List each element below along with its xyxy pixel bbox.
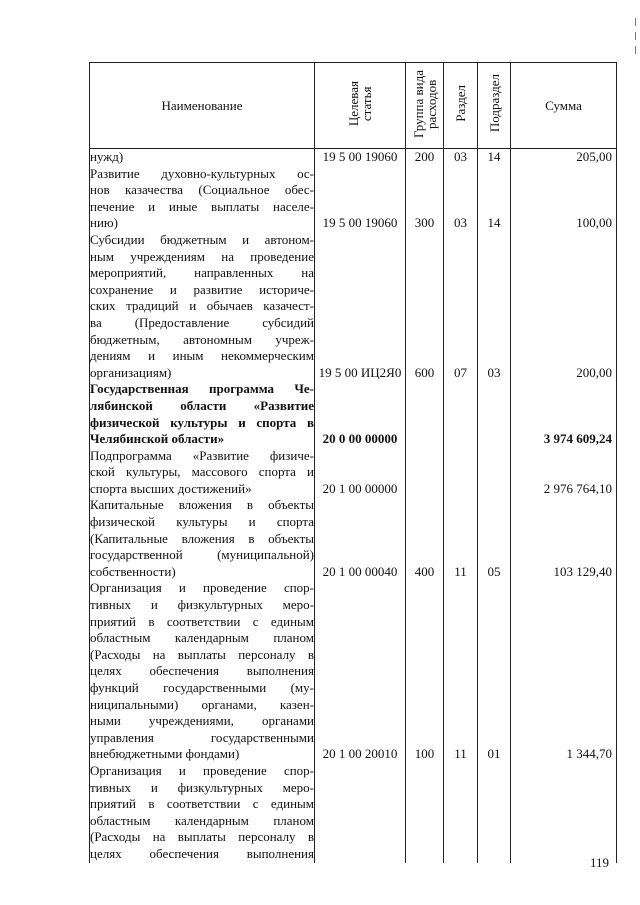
row-name-line: Развитие духовно-культурных ос- [90,165,314,181]
row-subsection: 05 [478,497,511,580]
row-name-line: Капитальные вложения в объекты [90,497,314,513]
header-sum: Сумма [511,63,617,149]
row-group: 100 [406,580,444,763]
row-section: 03 [444,149,478,166]
row-name-line: спорта высших достижений» [90,480,252,496]
header-subsection: Подраздел [478,63,511,149]
row-section: 11 [444,497,478,580]
row-section [444,448,478,498]
row-name-line: мероприятий, направленных на [90,265,314,281]
row-name-line: сохранение и развитие историче- [90,281,314,297]
row-section: 03 [444,166,478,232]
row-subsection: 01 [478,580,511,763]
row-subsection: 14 [478,149,511,166]
row-name-line: лябинской области «Развитие [90,397,314,413]
row-sum: 205,00 [511,149,617,166]
row-name-line: внебюджетными фондами) [90,746,240,762]
row-group: 600 [406,232,444,381]
row-name-line: целях обеспечения выполнения [90,845,314,861]
table-row [90,497,617,580]
row-name-line: государственной (муниципальной) [90,547,314,563]
row-section [444,763,478,863]
row-name-line: (Расходы на выплаты персоналу в [90,829,314,845]
row-name-line: ской культуры, массового спорта и [90,464,314,480]
row-sum: 2 976 764,10 [511,448,617,498]
table-row [90,580,617,763]
row-name [90,580,315,763]
table-row [90,149,617,166]
row-section: 07 [444,232,478,381]
header-group: Группа вида расходов [406,63,444,149]
row-name-line: Государственная программа Че- [90,381,314,397]
row-target [315,763,406,863]
row-sum: 1 344,70 [511,580,617,763]
row-name-line: нию) [90,215,118,231]
row-name-line: приятий в соответствии с единым [90,796,314,812]
row-name-line: бюджетным, автономным учреж- [90,331,314,347]
table-header-row [90,63,617,149]
row-subsection: 03 [478,232,511,381]
row-name-line: Организация и проведение спор- [90,762,314,778]
row-sum: 3 974 609,24 [511,381,617,447]
row-name [90,166,315,232]
row-group [406,763,444,863]
table-row [90,448,617,498]
row-name-line: собственности) [90,563,176,579]
table-row [90,381,617,447]
row-group: 200 [406,149,444,166]
row-target: 19 5 00 19060 [315,149,406,166]
row-name-line: ских традиций и обычаев казачест- [90,298,314,314]
row-sum [511,763,617,863]
row-name [90,763,315,863]
row-name-line: Субсидии бюджетным и автоном- [90,231,314,247]
row-name-line: функций государственными (му- [90,680,314,695]
row-name-line: ным учреждениям на проведение [90,248,314,264]
row-subsection [478,381,511,447]
row-name-line: ными учреждениями, органами [90,713,314,729]
row-name-line: тивных и физкультурных меро- [90,597,314,613]
row-group: 400 [406,497,444,580]
header-target: Целевая статья [315,63,406,149]
scan-edge-mark [632,18,638,58]
row-name [90,448,315,498]
row-sum: 103 129,40 [511,497,617,580]
row-name-line: организациям) [90,364,172,380]
row-name-line: (Расходы на выплаты персоналу в [90,646,314,662]
row-section: 11 [444,580,478,763]
row-group [406,448,444,498]
row-name-line: (Капитальные вложения в объекты [90,530,314,546]
row-name-line: Челябинской области» [90,431,225,447]
row-sum: 100,00 [511,166,617,232]
table-row [90,763,617,863]
row-name-line: Организация и проведение спор- [90,580,314,596]
row-name-line: тивных и физкультурных меро- [90,779,314,795]
row-name [90,497,315,580]
row-group [406,381,444,447]
row-target: 20 1 00 00040 [315,497,406,580]
row-name-line: Подпрограмма «Развитие физиче- [90,447,314,463]
row-name-line: областным календарным планом [90,630,314,646]
row-target: 20 1 00 20010 [315,580,406,763]
row-name-line: физической культуры и спорта [90,514,314,530]
table-row [90,232,617,381]
row-section [444,381,478,447]
header-name: Наименование [90,63,315,149]
row-subsection [478,448,511,498]
row-name-line: печение и иные выплаты населе- [90,198,314,214]
row-target: 19 5 00 19060 [315,166,406,232]
row-sum: 200,00 [511,232,617,381]
row-subsection: 14 [478,166,511,232]
row-subsection [478,763,511,863]
row-name-line: нов казачества (Социальное обес- [90,182,314,198]
row-name-line: дениям и иным некоммерческим [90,348,314,364]
row-target: 20 1 00 00000 [315,448,406,498]
header-section: Раздел [444,63,478,149]
table-row [90,166,617,232]
row-target: 20 0 00 00000 [315,381,406,447]
row-name-line: управления государственными [90,729,314,745]
row-name-line: областным календарным планом [90,812,314,828]
row-target: 19 5 00 ИЦ2Я0 [315,232,406,381]
row-name-line: приятий в соответствии с единым [90,613,314,629]
row-name [90,149,315,166]
budget-table [89,62,617,863]
row-name-line: целях обеспечения выполнения [90,663,314,679]
row-name-line: физической культуры и спорта в [90,414,314,430]
row-name-line: нужд) [90,149,124,164]
page-number: 119 [590,855,610,870]
row-name [90,232,315,381]
row-name [90,381,315,447]
row-group: 300 [406,166,444,232]
row-name-line: ниципальными) органами, казен- [90,696,314,712]
row-name-line: ва (Предоставление субсидий [90,314,314,330]
